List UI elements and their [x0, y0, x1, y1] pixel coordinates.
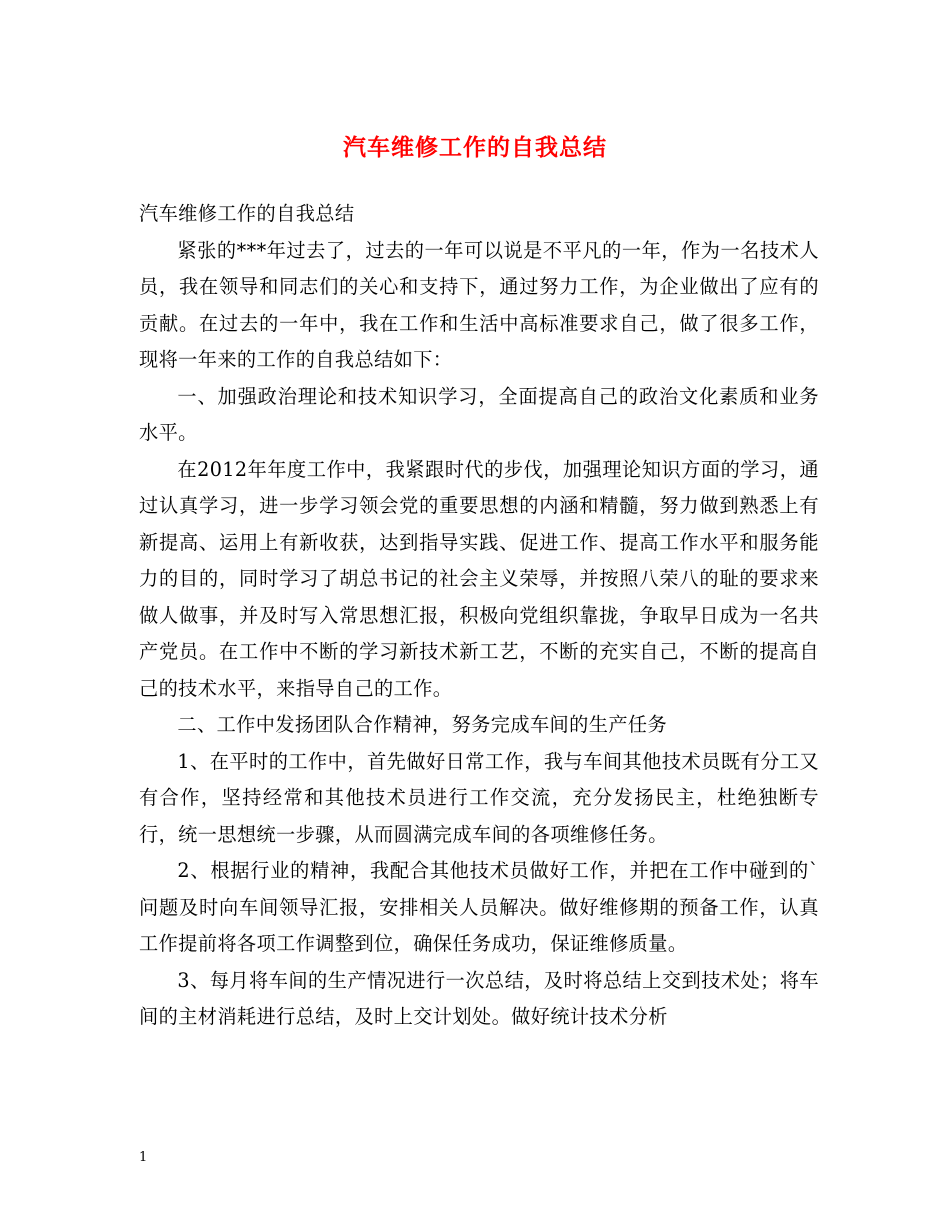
paragraph-section-1-body: 在2012年年度工作中，我紧跟时代的步伐，加强理论知识方面的学习，通过认真学习，进一步学习领会党的重要思想的内涵和精髓，努力做到熟悉上有新提高、运用上有新收获，达到指导实践、促进工作、提高工作水平和服务能力的目的，同时学习了胡总书记的社会主义荣辱，并按照八荣八的耻的要求来做人做事，并及时写入常思想汇报，积极向党组织靠拢，争取早日成为一名共产党员。在工作中不断的学习新技术新工艺，不断的充实自己，不断的提高自己的技术水平，来指导自己的工作。: [139, 457, 819, 700]
body-heading: 汽车维修工作的自我总结: [139, 202, 355, 225]
page-number: 1: [139, 1150, 148, 1165]
document-title: 汽车维修工作的自我总结: [343, 134, 607, 161]
paragraph-item-2: 2、根据行业的精神，我配合其他技术员做好工作，并把在工作中碰到的`问题及时向车间领导汇报，安排相关人员解决。做好维修期的预备工作，认真工作提前将各项工作调整到位，确保任务成功，保证维修质量。: [139, 859, 819, 955]
paragraph-section-1-heading: 一、加强政治理论和技术知识学习，全面提高自己的政治文化素质和业务水平。: [139, 384, 819, 444]
document-body: [139, 196, 819, 1036]
paragraph-section-2-heading: 二、工作中发扬团队合作精神，努务完成车间的生产任务: [177, 713, 668, 736]
paragraph-intro: 紧张的***年过去了，过去的一年可以说是不平凡的一年，作为一名技术人员，我在领导和同志们的关心和支持下，通过努力工作，为企业做出了应有的贡献。在过去的一年中，我在工作和生活中高标准要求自己，做了很多工作，现将一年来的工作的自我总结如下：: [139, 238, 819, 371]
paragraph-item-3: 3、每月将车间的生产情况进行一次总结，及时将总结上交到技术处；将车间的主材消耗进行总结，及时上交计划处。做好统计技术分析: [139, 968, 819, 1028]
paragraph-item-1: 1、在平时的工作中，首先做好日常工作，我与车间其他技术员既有分工又有合作，坚持经常和其他技术员进行工作交流，充分发扬民主，杜绝独断专行，统一思想统一步骤，从而圆满完成车间的各项维修任务。: [139, 749, 819, 846]
